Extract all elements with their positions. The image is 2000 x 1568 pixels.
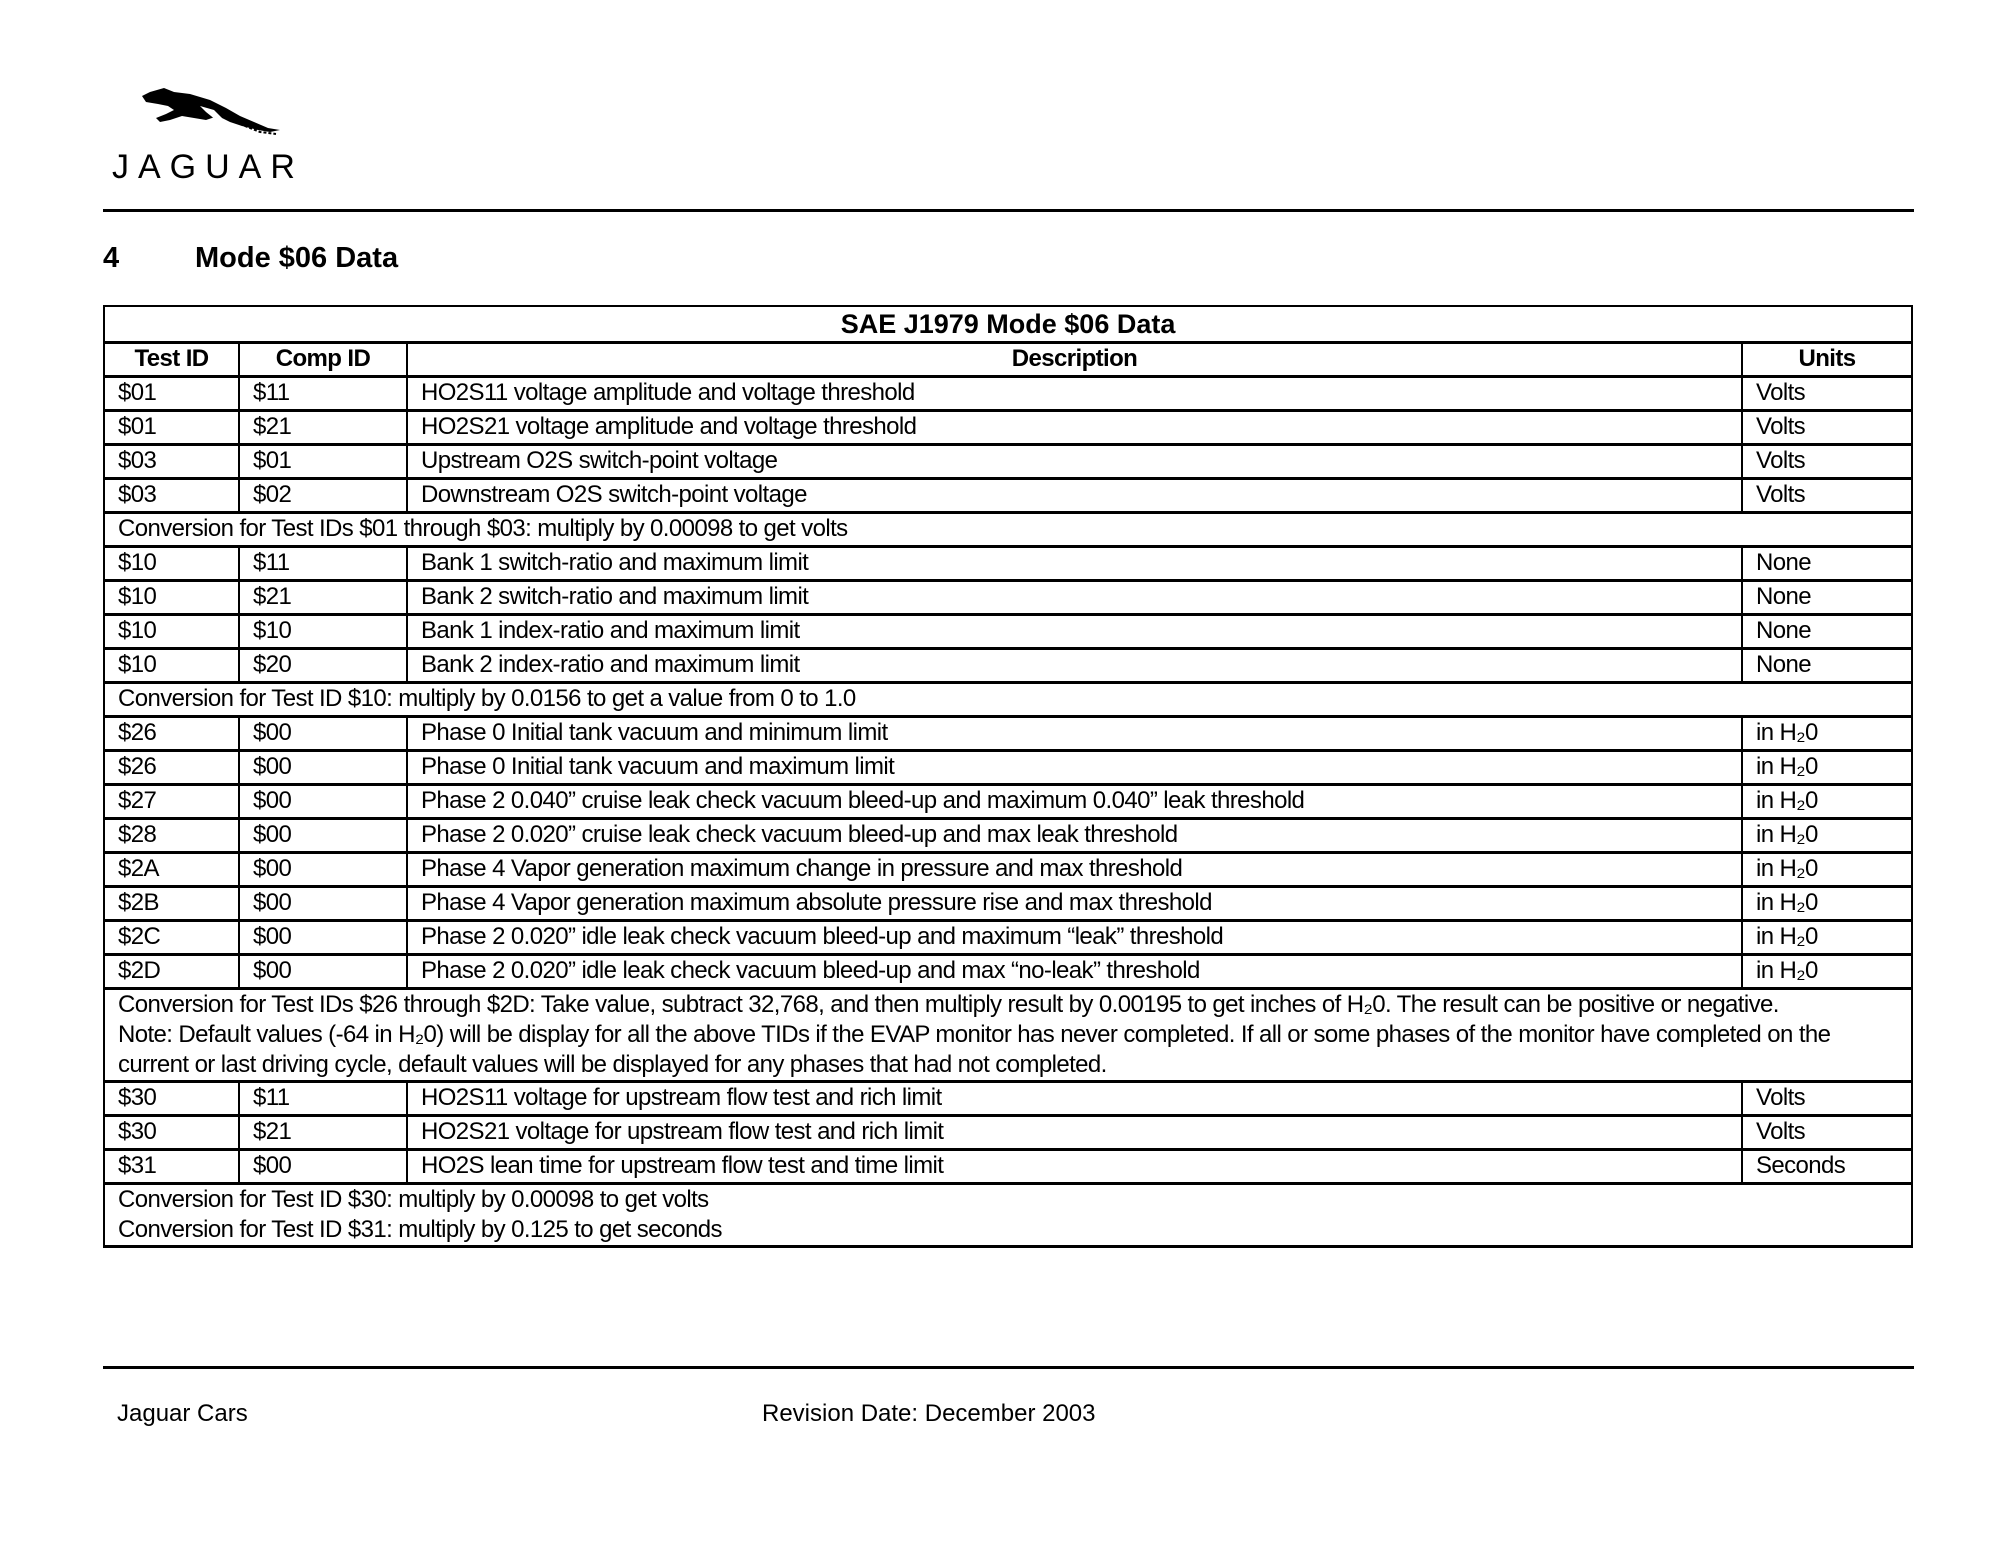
conversion-line: Conversion for Test ID $31: multiply by 0.125 to get seconds <box>118 1216 722 1243</box>
units-cell: in H₂0 <box>1742 751 1912 785</box>
table-row <box>104 377 1912 411</box>
table-row <box>104 955 1912 989</box>
logo-wordmark: JAGUAR <box>112 148 304 186</box>
units-cell: in H₂0 <box>1742 853 1912 887</box>
units-cell: in H₂0 <box>1742 717 1912 751</box>
test-id-cell: $03 <box>104 479 239 513</box>
section-title: Mode $06 Data <box>195 242 399 274</box>
section-number: 4 <box>103 242 120 274</box>
units-cell: None <box>1742 581 1912 615</box>
conversion-row <box>104 683 1912 717</box>
comp-id-cell: $21 <box>239 581 407 615</box>
table-row <box>104 887 1912 921</box>
table-row <box>104 1116 1912 1150</box>
comp-id-cell: $10 <box>239 615 407 649</box>
comp-id-cell: $00 <box>239 717 407 751</box>
table-row <box>104 581 1912 615</box>
units-cell: in H₂0 <box>1742 785 1912 819</box>
test-id-cell: $31 <box>104 1150 239 1184</box>
conversion-row <box>104 513 1912 547</box>
header-units: Units <box>1742 343 1912 377</box>
comp-id-cell: $00 <box>239 921 407 955</box>
conversion-line: Conversion for Test IDs $01 through $03: multiply by 0.00098 to get volts <box>118 515 848 542</box>
comp-id-cell: $00 <box>239 887 407 921</box>
table-row <box>104 615 1912 649</box>
table-header-row <box>104 343 1912 377</box>
conversion-line: Conversion for Test ID $30: multiply by 0.00098 to get volts <box>118 1186 709 1213</box>
comp-id-cell: $11 <box>239 547 407 581</box>
test-id-cell: $26 <box>104 717 239 751</box>
conversion-row <box>104 989 1912 1082</box>
table-row <box>104 547 1912 581</box>
table-row <box>104 921 1912 955</box>
test-id-cell: $27 <box>104 785 239 819</box>
description-cell: Bank 1 switch-ratio and maximum limit <box>407 547 1742 581</box>
test-id-cell: $03 <box>104 445 239 479</box>
comp-id-cell: $01 <box>239 445 407 479</box>
test-id-cell: $10 <box>104 615 239 649</box>
comp-id-cell: $00 <box>239 819 407 853</box>
test-id-cell: $2A <box>104 853 239 887</box>
test-id-cell: $2D <box>104 955 239 989</box>
test-id-cell: $28 <box>104 819 239 853</box>
conversion-note <box>104 989 1912 1082</box>
table-title-row <box>104 306 1912 343</box>
table-row <box>104 853 1912 887</box>
footer-revision-date: Revision Date: December 2003 <box>762 1400 1096 1427</box>
units-cell: Seconds <box>1742 1150 1912 1184</box>
description-cell: Phase 2 0.020” idle leak check vacuum bleed-up and maximum “leak” threshold <box>407 921 1742 955</box>
units-cell: None <box>1742 615 1912 649</box>
comp-id-cell: $11 <box>239 377 407 411</box>
table-row <box>104 1082 1912 1116</box>
conversion-line: Conversion for Test IDs $26 through $2D: Take value, subtract 32,768, and then multiply result by 0.00195 to get inches of H₂0. The result can be positive or negative. <box>118 991 1779 1018</box>
description-cell: Phase 0 Initial tank vacuum and minimum limit <box>407 717 1742 751</box>
test-id-cell: $30 <box>104 1082 239 1116</box>
conversion-line: Conversion for Test ID $10: multiply by 0.0156 to get a value from 0 to 1.0 <box>118 685 856 712</box>
units-cell: in H₂0 <box>1742 955 1912 989</box>
table-row <box>104 1150 1912 1184</box>
comp-id-cell: $20 <box>239 649 407 683</box>
description-cell: HO2S11 voltage amplitude and voltage threshold <box>407 377 1742 411</box>
table-row <box>104 717 1912 751</box>
description-cell: HO2S11 voltage for upstream flow test and rich limit <box>407 1082 1742 1116</box>
header-rule <box>103 209 1914 212</box>
header-test-id: Test ID <box>104 343 239 377</box>
test-id-cell: $2C <box>104 921 239 955</box>
description-cell: Bank 2 index-ratio and maximum limit <box>407 649 1742 683</box>
table-row <box>104 785 1912 819</box>
units-cell: None <box>1742 547 1912 581</box>
units-cell: Volts <box>1742 377 1912 411</box>
description-cell: HO2S21 voltage for upstream flow test and rich limit <box>407 1116 1742 1150</box>
description-cell: HO2S21 voltage amplitude and voltage threshold <box>407 411 1742 445</box>
units-cell: Volts <box>1742 411 1912 445</box>
comp-id-cell: $21 <box>239 411 407 445</box>
table-row <box>104 445 1912 479</box>
conversion-note <box>104 683 1912 717</box>
jaguar-logo <box>112 86 312 191</box>
units-cell: Volts <box>1742 445 1912 479</box>
table-row <box>104 411 1912 445</box>
description-cell: Phase 2 0.040” cruise leak check vacuum bleed-up and maximum 0.040” leak threshold <box>407 785 1742 819</box>
conversion-note <box>104 1184 1912 1247</box>
comp-id-cell: $00 <box>239 955 407 989</box>
description-cell: Downstream O2S switch-point voltage <box>407 479 1742 513</box>
description-cell: Phase 0 Initial tank vacuum and maximum limit <box>407 751 1742 785</box>
table-title: SAE J1979 Mode $06 Data <box>104 306 1912 343</box>
table-row <box>104 819 1912 853</box>
test-id-cell: $01 <box>104 377 239 411</box>
header-comp-id: Comp ID <box>239 343 407 377</box>
comp-id-cell: $00 <box>239 1150 407 1184</box>
units-cell: Volts <box>1742 479 1912 513</box>
comp-id-cell: $11 <box>239 1082 407 1116</box>
footer-rule <box>103 1366 1914 1369</box>
test-id-cell: $2B <box>104 887 239 921</box>
description-cell: Bank 1 index-ratio and maximum limit <box>407 615 1742 649</box>
leaping-jaguar-icon <box>130 86 290 146</box>
comp-id-cell: $02 <box>239 479 407 513</box>
description-cell: Phase 4 Vapor generation maximum change in pressure and max threshold <box>407 853 1742 887</box>
test-id-cell: $30 <box>104 1116 239 1150</box>
test-id-cell: $01 <box>104 411 239 445</box>
footer-company: Jaguar Cars <box>117 1400 248 1427</box>
conversion-row <box>104 1184 1912 1247</box>
mode06-table <box>103 305 1913 1248</box>
description-cell: Upstream O2S switch-point voltage <box>407 445 1742 479</box>
table-row <box>104 649 1912 683</box>
table-row <box>104 479 1912 513</box>
description-cell: HO2S lean time for upstream flow test and time limit <box>407 1150 1742 1184</box>
header-description: Description <box>407 343 1742 377</box>
units-cell: Volts <box>1742 1082 1912 1116</box>
units-cell: None <box>1742 649 1912 683</box>
units-cell: in H₂0 <box>1742 819 1912 853</box>
units-cell: in H₂0 <box>1742 921 1912 955</box>
test-id-cell: $10 <box>104 649 239 683</box>
conversion-note <box>104 513 1912 547</box>
description-cell: Phase 2 0.020” cruise leak check vacuum bleed-up and max leak threshold <box>407 819 1742 853</box>
units-cell: Volts <box>1742 1116 1912 1150</box>
comp-id-cell: $00 <box>239 785 407 819</box>
test-id-cell: $10 <box>104 547 239 581</box>
description-cell: Bank 2 switch-ratio and maximum limit <box>407 581 1742 615</box>
comp-id-cell: $00 <box>239 751 407 785</box>
description-cell: Phase 4 Vapor generation maximum absolute pressure rise and max threshold <box>407 887 1742 921</box>
conversion-line: Note: Default values (-64 in H₂0) will be display for all the above TIDs if the EVAP monitor has never completed. If all or some phases of the monitor have completed on the current or last driving cycle, default values will be displayed for any phases that had not completed. <box>118 1021 1831 1078</box>
test-id-cell: $26 <box>104 751 239 785</box>
comp-id-cell: $00 <box>239 853 407 887</box>
description-cell: Phase 2 0.020” idle leak check vacuum bleed-up and max “no-leak” threshold <box>407 955 1742 989</box>
units-cell: in H₂0 <box>1742 887 1912 921</box>
table-row <box>104 751 1912 785</box>
test-id-cell: $10 <box>104 581 239 615</box>
comp-id-cell: $21 <box>239 1116 407 1150</box>
